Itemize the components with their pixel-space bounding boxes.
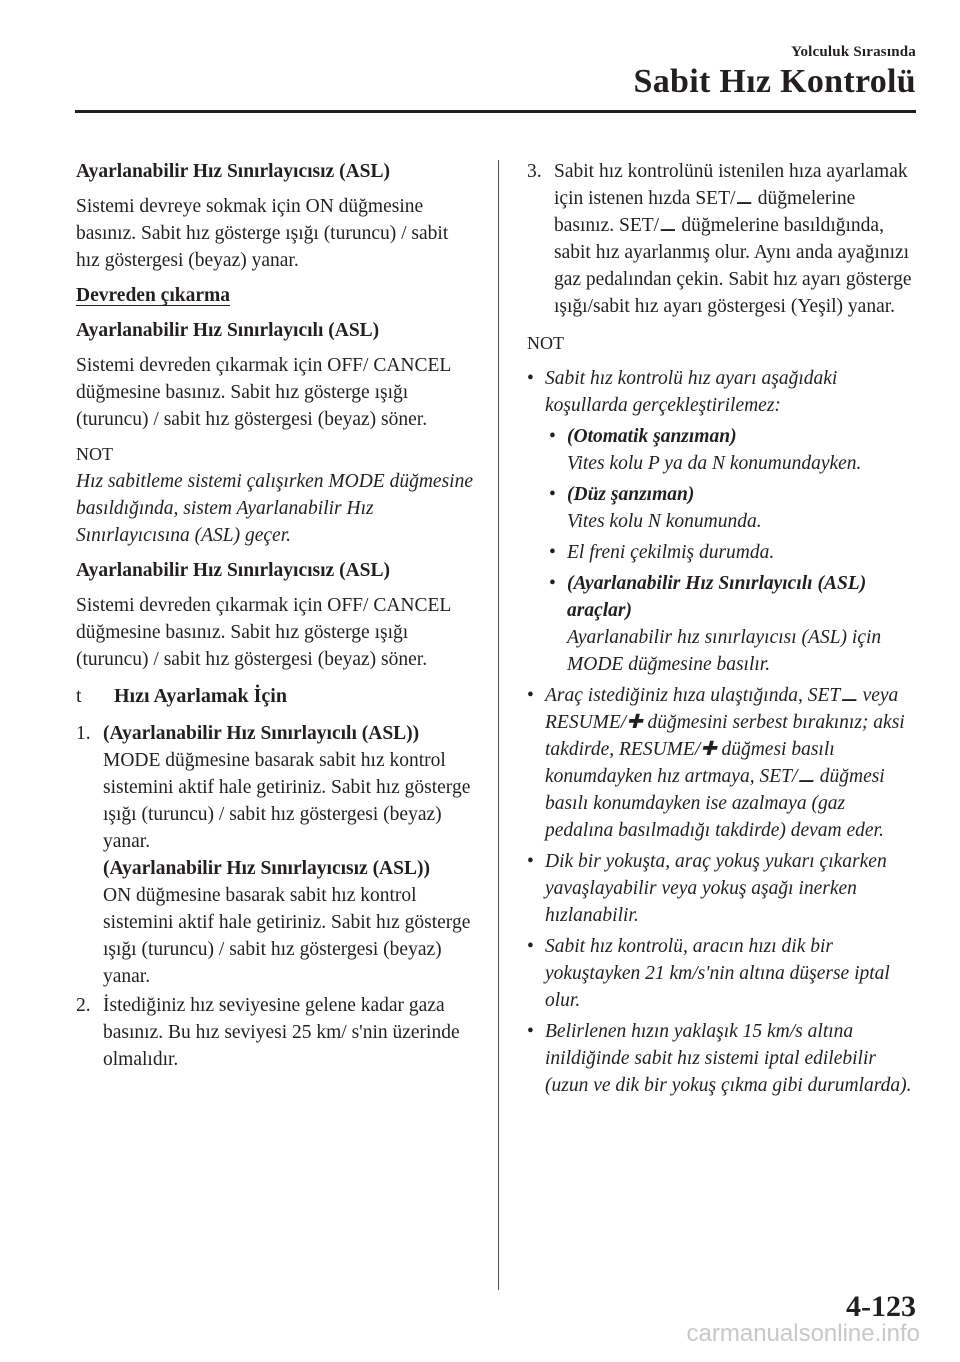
list-item xyxy=(549,423,917,477)
list-item xyxy=(527,365,917,419)
heading-asl-on: Ayarlanabilir Hız Sınırlayıcılı (ASL) xyxy=(76,320,380,341)
note-label: NOT xyxy=(527,333,564,353)
step-1-text-noasl: ON düğmesine basarak sabit hız kontrol sistemini aktif hale getiriniz. Sabit hız gösterge ışığı (turuncu) / sabit hız göstergesi (beyaz) yanar. xyxy=(103,885,471,987)
list-item xyxy=(549,481,917,535)
note-label: NOT xyxy=(76,444,113,464)
step-2-text: İstediğiniz hız seviyesine gelene kadar gaza basınız. Bu hız seviyesi 25 km/ s'nin üzerinde olmalıdır. xyxy=(103,995,460,1070)
step-3-text: Sabit hız kontrolünü istenilen hıza ayarlamak için istenen hızda SET/⚊ düğmelerine basınız. SET/⚊ düğmelerine basıldığında, sabit hız ayarlanmış olur. Aynı anda ayağınızı gaz pedalından çekin. Sabit hız ayarı gösterge ışığı/sabit hız ayarı göstergesi (Yeşil) yanar. xyxy=(554,161,912,317)
bullet-icon: • xyxy=(549,542,556,563)
list-item xyxy=(549,539,917,566)
right-column xyxy=(527,158,917,1103)
watermark: carmanualsonline.info xyxy=(686,1320,920,1347)
page-number: 4-123 xyxy=(846,1290,916,1323)
heading-deactivate: Devreden çıkarma xyxy=(76,285,230,306)
list-item xyxy=(549,570,917,678)
step-1-text-asl: MODE düğmesine basarak sabit hız kontrol sistemini aktif hale getiriniz. Sabit hız gösterge ışığı (turuncu) / sabit hız göstergesi (beyaz) yanar. xyxy=(103,750,471,852)
condition-text: Vites kolu N konumunda. xyxy=(567,511,762,532)
step-1-label-noasl: (Ayarlanabilir Hız Sınırlayıcısız (ASL)) xyxy=(103,858,430,879)
page-header xyxy=(634,44,916,101)
paragraph-deactivate-noasl: Sistemi devreden çıkarmak için OFF/ CANCEL düğmesine basınız. Sabit hız gösterge ışığı (turuncu) / sabit hız göstergesi (beyaz) söner. xyxy=(76,595,451,670)
list-item xyxy=(527,1018,917,1099)
paragraph-activate: Sistemi devreye sokmak için ON düğmesine basınız. Sabit hız gösterge ışığı (turuncu) / sabit hız göstergesi (beyaz) yanar. xyxy=(76,196,449,271)
note-text: Sabit hız kontrolü, aracın hızı dik bir yokuştayken 21 km/s'nin altına düşerse iptal olur. xyxy=(545,936,890,1011)
left-column xyxy=(76,158,476,1075)
step-1 xyxy=(76,720,476,990)
step-2 xyxy=(76,992,476,1073)
bullet-icon: • xyxy=(527,1021,534,1042)
bullet-icon: • xyxy=(549,573,556,594)
condition-label: (Otomatik şanzıman) xyxy=(567,426,737,447)
column-divider xyxy=(498,160,499,1290)
condition-text: El freni çekilmiş durumda. xyxy=(567,542,775,563)
list-item xyxy=(527,933,917,1014)
list-item xyxy=(527,682,917,844)
condition-text: Ayarlanabilir hız sınırlayıcısı (ASL) için MODE düğmesine basılır. xyxy=(567,627,882,675)
bullet-icon: • xyxy=(527,368,534,389)
page-title: Sabit Hız Kontrolü xyxy=(633,63,916,100)
subheading-text: Hızı Ayarlamak İçin xyxy=(114,685,287,707)
bullet-icon: • xyxy=(527,685,534,706)
note-mode: Hız sabitleme sistemi çalışırken MODE düğmesine basıldığında, sistem Ayarlanabilir Hız Sınırlayıcısına (ASL) geçer. xyxy=(76,471,473,546)
condition-label: (Ayarlanabilir Hız Sınırlayıcılı (ASL) araçlar) xyxy=(567,573,867,621)
note-text: Belirlenen hızın yaklaşık 15 km/s altına inildiğinde sabit hız sistemi iptal edilebilir (uzun ve dik bir yokuş çıkma gibi durumlarda). xyxy=(545,1021,912,1096)
step-1-label-asl: (Ayarlanabilir Hız Sınırlayıcılı (ASL)) xyxy=(103,723,420,744)
note-text: Sabit hız kontrolü hız ayarı aşağıdaki koşullarda gerçekleştirilemez: xyxy=(545,368,838,416)
bullet-icon: • xyxy=(549,484,556,505)
section-name: Yolculuk Sırasında xyxy=(791,44,916,60)
step-number: 2. xyxy=(76,995,91,1016)
bullet-icon: • xyxy=(549,426,556,447)
step-3 xyxy=(527,158,917,320)
bullet-icon: • xyxy=(527,851,534,872)
step-number: 3. xyxy=(527,161,542,182)
note-text: Araç istediğiniz hıza ulaştığında, SET⚊ veya RESUME/✚ düğmesini serbest bırakınız; aksi takdirde, RESUME/✚ düğmesi basılı konumdayken hız artmaya, SET/⚊ düğmesi basılı konumdayken ise azalmaya (gaz pedalına basılmadığı takdirde) devam eder. xyxy=(545,685,905,841)
note-text: Dik bir yokuşta, araç yokuş yukarı çıkarken yavaşlayabilir veya yokuş aşağı inerken hızlanabilir. xyxy=(545,851,887,926)
header-rule xyxy=(75,110,916,113)
step-number: 1. xyxy=(76,723,91,744)
list-item xyxy=(527,848,917,929)
paragraph-deactivate-asl: Sistemi devreden çıkarmak için OFF/ CANCEL düğmesine basınız. Sabit hız gösterge ışığı (turuncu) / sabit hız göstergesi (beyaz) söner. xyxy=(76,355,451,430)
heading-asl-off-2: Ayarlanabilir Hız Sınırlayıcısız (ASL) xyxy=(76,560,390,581)
subheading-set-speed xyxy=(76,683,476,710)
condition-text: Vites kolu P ya da N konumundayken. xyxy=(567,453,862,474)
condition-label: (Düz şanzıman) xyxy=(567,484,695,505)
section-marker-icon: t xyxy=(76,685,82,707)
heading-asl-off: Ayarlanabilir Hız Sınırlayıcısız (ASL) xyxy=(76,161,390,182)
bullet-icon: • xyxy=(527,936,534,957)
